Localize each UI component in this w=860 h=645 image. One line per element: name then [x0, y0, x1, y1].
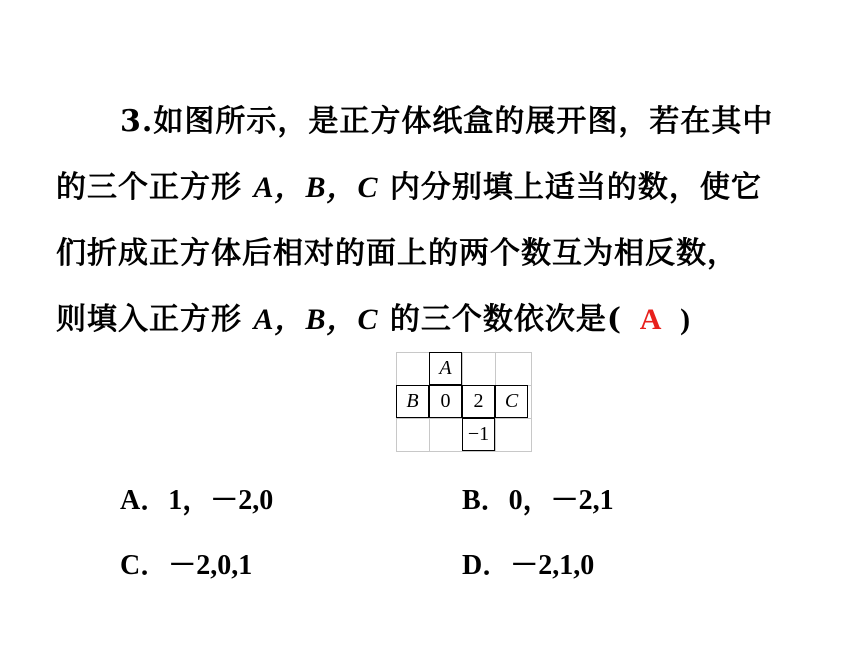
option-c[interactable]: C．－2,0,1 [120, 550, 253, 581]
net-cell-right: C [495, 385, 528, 418]
net-cell-middle-2: 2 [462, 385, 495, 418]
square-letters: A，B，C [253, 303, 379, 336]
question-text-2a: 的三个正方形 [56, 170, 254, 205]
question-line-3 [56, 228, 738, 272]
option-a[interactable]: A．1，－2,0 [120, 485, 274, 516]
question-text-4b: 的三个数依次是( [378, 302, 623, 337]
answer-mark: A [639, 303, 663, 336]
question-text-2b: 内分别填上适当的数，使它 [378, 170, 762, 205]
cube-net-figure [396, 352, 532, 452]
question-text-4a: 则填入正方形 [56, 302, 254, 337]
net-cell-middle-1: 0 [429, 385, 462, 418]
question-text-3: 们折成正方体后相对的面上的两个数互为相反数， [56, 236, 738, 271]
question-line-4 [56, 294, 691, 338]
net-cell-top: A [429, 352, 462, 385]
closing-paren: ) [680, 303, 692, 336]
net-cell-left: B [396, 385, 429, 418]
question-line-2 [56, 162, 762, 206]
option-d[interactable]: D．－2,1,0 [462, 550, 595, 581]
net-cell-bottom: −1 [462, 418, 495, 451]
question-text-1: 3.如图所示，是正方体纸盒的展开图，若在其中 [120, 104, 774, 139]
option-b[interactable]: B．0，－2,1 [462, 485, 614, 516]
question-line-1 [120, 96, 773, 140]
square-letters: A，B，C [253, 171, 379, 204]
